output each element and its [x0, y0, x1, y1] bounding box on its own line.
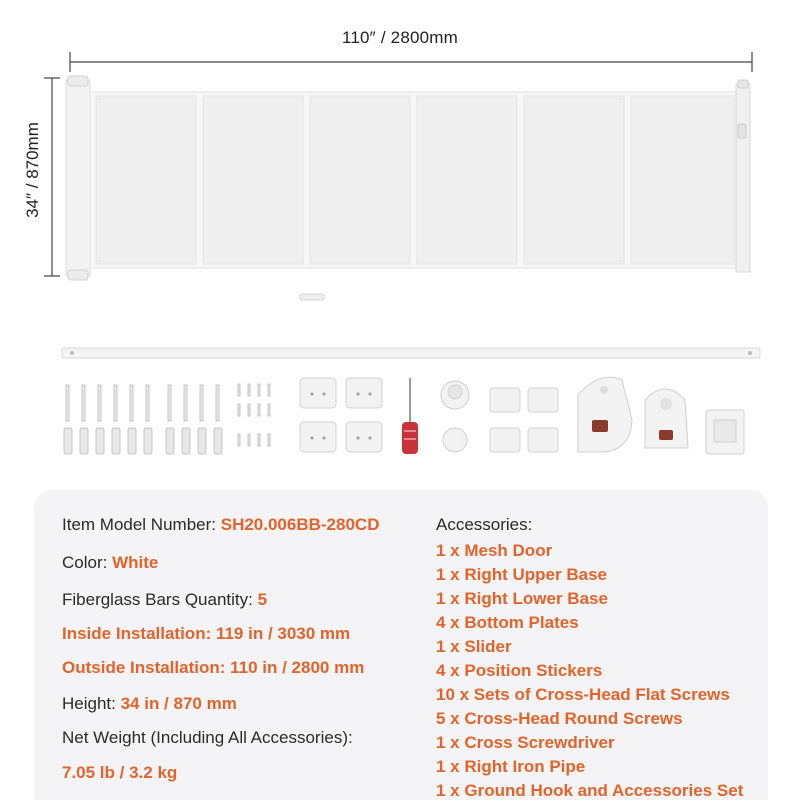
accessory-item: 1 x Mesh Door — [436, 541, 553, 560]
spec-inside-installation: Inside Installation: 119 in / 3030 mm — [62, 624, 351, 643]
right-lower-base — [645, 389, 688, 448]
accessory-item: 10 x Sets of Cross-Head Flat Screws — [436, 685, 730, 704]
width-dimension-label: 110″ / 2800mm — [341, 28, 459, 47]
slider-part — [441, 381, 469, 452]
accessory-item: 1 x Right Upper Base — [436, 565, 607, 584]
mesh-gate — [66, 76, 750, 300]
height-dimension-label: 34″ / 870mm — [23, 122, 42, 218]
info-card — [34, 490, 768, 800]
spec-height: Height: 34 in / 870 mm — [62, 694, 237, 713]
accessory-item: 1 x Cross Screwdriver — [436, 733, 615, 752]
accessory-item: 1 x Right Iron Pipe — [436, 757, 586, 776]
accessory-item: 1 x Ground Hook and Accessories Set — [436, 781, 744, 800]
spec-color: Color: White — [62, 553, 159, 572]
iron-pipe — [62, 348, 760, 358]
bottom-plates — [300, 378, 382, 452]
accessory-item: 5 x Cross-Head Round Screws — [436, 709, 683, 728]
accessory-item: 4 x Position Stickers — [436, 661, 603, 680]
screwdriver-icon — [402, 378, 418, 454]
ground-hook — [706, 410, 744, 454]
spec-weight-label: Net Weight (Including All Accessories): — [62, 728, 353, 747]
screws-and-anchors — [64, 384, 270, 454]
accessories-title: Accessories: — [436, 515, 533, 534]
position-stickers — [490, 388, 558, 452]
width-dimension-line — [70, 52, 752, 72]
height-dimension-line — [44, 78, 60, 276]
right-upper-base — [578, 377, 632, 452]
spec-weight-value: 7.05 lb / 3.2 kg — [62, 763, 178, 782]
accessory-item: 4 x Bottom Plates — [436, 613, 579, 632]
spec-model: Item Model Number: SH20.006BB-280CD — [62, 515, 380, 534]
accessory-item: 1 x Slider — [436, 637, 512, 656]
spec-outside-installation: Outside Installation: 110 in / 2800 mm — [62, 658, 365, 677]
accessory-item: 1 x Right Lower Base — [436, 589, 608, 608]
spec-bars: Fiberglass Bars Quantity: 5 — [62, 590, 268, 609]
